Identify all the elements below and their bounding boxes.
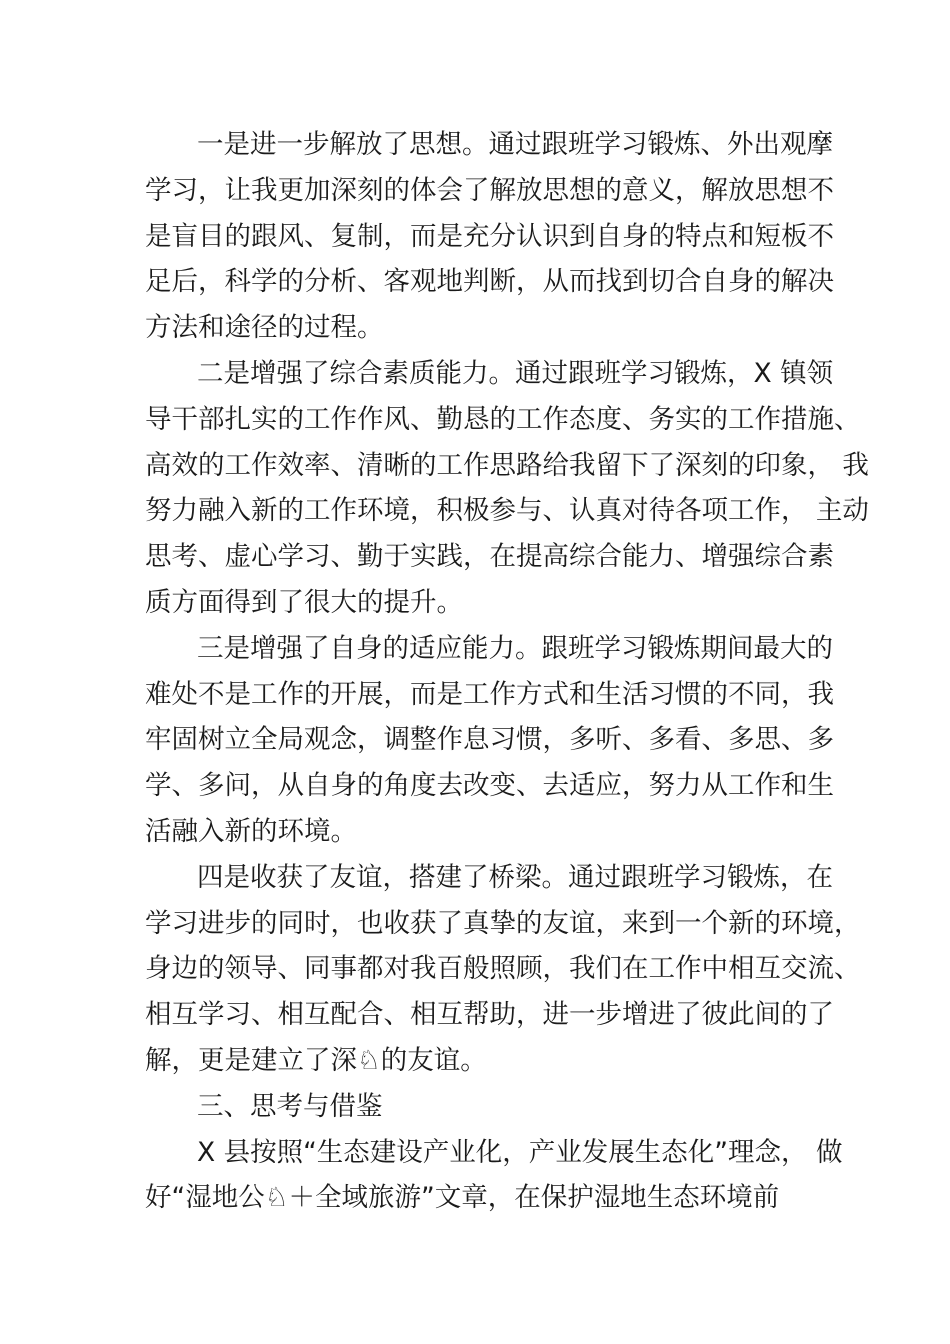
text-line: 学、多问，从自身的角度去改变、去适应，努力从工作和生 xyxy=(145,770,834,802)
section-heading xyxy=(145,1084,817,1130)
text-line: 一是进一步解放了思想。通过跟班学习锻炼、外出观摩 xyxy=(197,129,833,160)
text-line: 身边的领导、同事都对我百般照顾，我们在工作中相互交流、 xyxy=(145,953,861,985)
text-line: 学习，让我更加深刻的体会了解放思想的意义，解放思想不 xyxy=(145,174,834,206)
text-line: 牢固树立全局观念，调整作息习惯，多听、多看、多思、多 xyxy=(145,724,834,756)
text-line: 四是收获了友谊，搭建了桥梁。通过跟班学习锻炼，在 xyxy=(197,861,833,893)
text-line: 导干部扎实的工作作风、勤恳的工作态度、务实的工作措施、 xyxy=(145,403,861,435)
text-line: 高效的工作效率、清晰的工作思路给我留下了深刻的印象， 我 xyxy=(145,449,869,481)
text-line: 足后，科学的分析、客观地判断，从而找到切合自身的解决 xyxy=(145,266,834,298)
text-line: 方法和途径的过程。 xyxy=(145,312,384,344)
heading-text: 三、思考与借鉴 xyxy=(197,1090,383,1122)
paragraph-3 xyxy=(145,626,834,855)
paragraph-5 xyxy=(145,1130,843,1222)
document-body xyxy=(145,122,869,1221)
paragraph-1 xyxy=(145,122,834,351)
text-line: 思考、虚心学习、勤于实践，在提高综合能力、增强综合素 xyxy=(145,541,834,573)
paragraph-4 xyxy=(145,855,861,1084)
text-line: 相互学习、相互配合、相互帮助，进一步增进了彼此间的了 xyxy=(145,999,834,1031)
text-line: 是盲目的跟风、复制，而是充分认识到自身的特点和短板不 xyxy=(145,220,834,252)
text-line: 质方面得到了很大的提升。 xyxy=(145,586,463,618)
text-line: 解，更是建立了深♘的友谊。 xyxy=(145,1044,487,1076)
text-line: 难处不是工作的开展，而是工作方式和生活习惯的不同，我 xyxy=(145,678,834,710)
text-line: 二是增强了综合素质能力。通过跟班学习锻炼，X 镇领 xyxy=(197,357,834,389)
text-line: 三是增强了自身的适应能力。跟班学习锻炼期间最大的 xyxy=(197,632,833,664)
text-line: 努力融入新的工作环境，积极参与、认真对待各项工作， 主动 xyxy=(145,495,869,527)
text-line: 学习进步的同时，也收获了真挚的友谊，来到一个新的环境， xyxy=(145,907,861,939)
text-line: 好“湿地公♘＋全域旅游”文章，在保护湿地生态环境前 xyxy=(145,1182,780,1214)
text-line: X 县按照“生态建设产业化，产业发展生态化”理念， 做 xyxy=(197,1136,843,1168)
text-line: 活融入新的环境。 xyxy=(145,815,357,847)
paragraph-2 xyxy=(145,351,869,626)
